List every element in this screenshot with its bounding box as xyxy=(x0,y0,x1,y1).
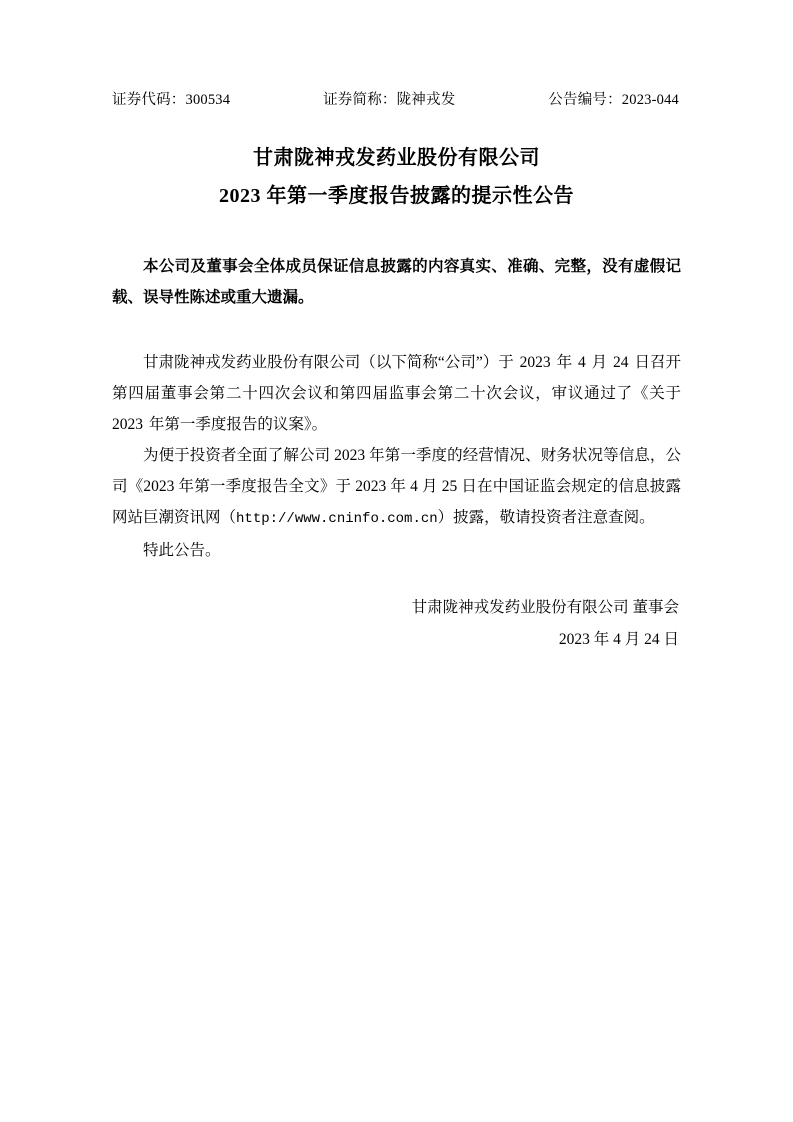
security-code xyxy=(112,88,230,109)
notice-number-value: 2023-044 xyxy=(621,92,679,108)
security-code-label: 证券代码： xyxy=(112,92,186,108)
notice-number xyxy=(548,88,679,109)
security-code-value: 300534 xyxy=(185,92,231,108)
title-line-subject: 2023 年第一季度报告披露的提示性公告 xyxy=(219,185,574,207)
security-abbreviation-value: 陇神戎发 xyxy=(396,92,456,108)
warning-paragraph: 本公司及董事会全体成员保证信息披露的内容真实、准确、完整，没有虚假记载、误导性陈述或重大遗漏。 xyxy=(112,258,681,306)
cninfo-url: http://www.cninfo.com.cn xyxy=(236,511,438,527)
spacer xyxy=(112,331,681,347)
title-line-company: 甘肃陇神戎发药业股份有限公司 xyxy=(253,147,540,169)
document-header xyxy=(112,88,681,109)
paragraph-disclosure-prefix: 为便于投资者全面了解公司 2023 年第一季度的经营情况、财务状况等信息，公司《2023 年第一季度报告全文》于 2023 年 4 月 25 日在中国证监会规定的信息披露网站巨潮资讯网（ xyxy=(112,447,681,526)
paragraph-disclosure-suffix: ）披露，敬请投资者注意查阅。 xyxy=(437,509,655,526)
paragraph-disclosure xyxy=(112,440,681,535)
security-abbreviation xyxy=(323,88,455,109)
paragraph-meeting: 甘肃陇神戎发药业股份有限公司（以下简称“公司”）于 2023 年 4 月 24 日召开第四届董事会第二十四次会议和第四届监事会第二十次会议，审议通过了《关于 2023 年第一季度报告的议案》。 xyxy=(112,354,681,433)
security-abbreviation-label: 证券简称： xyxy=(323,92,397,108)
signature-date: 2023 年 4 月 24 日 xyxy=(558,631,679,648)
signature-block xyxy=(112,592,681,656)
spacer xyxy=(112,241,681,251)
notice-number-label: 公告编号： xyxy=(548,92,622,108)
page-title xyxy=(112,139,681,215)
paragraph-closing: 特此公告。 xyxy=(143,542,221,559)
signature-company: 甘肃陇神戎发药业股份有限公司 董事会 xyxy=(411,599,679,616)
